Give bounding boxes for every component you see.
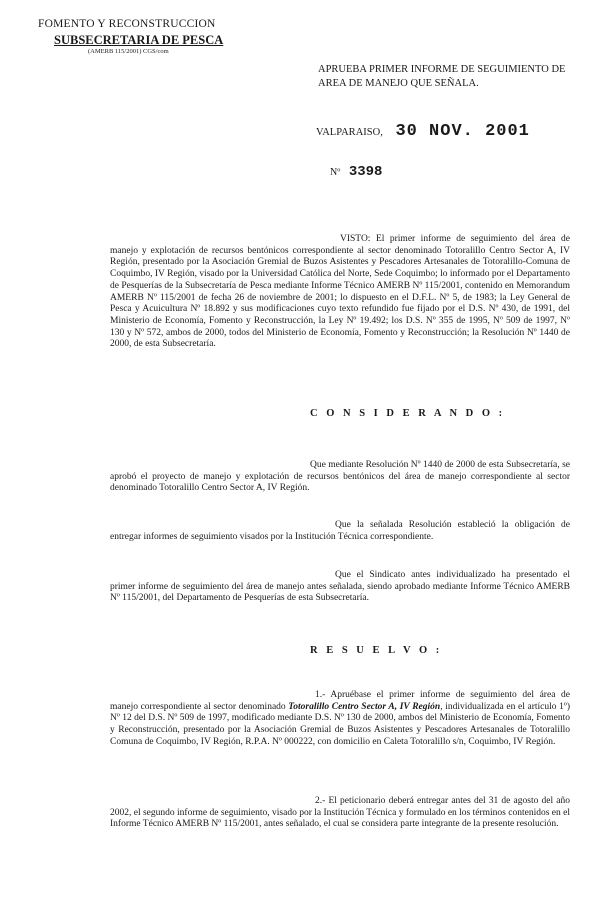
resolution-number-line bbox=[330, 164, 382, 180]
date-stamp: 30 NOV. 2001 bbox=[395, 122, 530, 141]
letterhead-ministry: FOMENTO Y RECONSTRUCCION bbox=[38, 18, 216, 30]
resolution-number: 3398 bbox=[348, 164, 383, 180]
resuelvo-item-1: 1.- Apruébase el primer informe de seguimiento del área de manejo correspondiente al sector denominado Totoralillo Centro Sector A, IV Región, individualizada en el artículo 1º) Nº 12 del D.S. Nº 509 de 1997, modificado mediante D.S. Nº 130 de 2000, ambos del Ministerio de Economía, Fomento y Reconstrucción, presentado por la Asociación Gremial de Buzos Asistentes y Pescadores Artesanales de Totoralillo Comuna de Coquimbo, IV Región, R.P.A. Nº 000222, con domicilio en Caleta Totoralillo s/n, Coquimbo, IV Región. bbox=[110, 690, 570, 747]
number-prefix: Nº bbox=[330, 167, 341, 178]
place-date-line bbox=[316, 122, 530, 141]
place: VALPARAISO, bbox=[316, 127, 383, 138]
considerando-p3: Que el Sindicato antes individualizado ha presentado el primer informe de seguimiento del área de manejo antes señalada, siendo aprobado mediante Informe Técnico AMERB Nº 115/2001, del Departamento de Pesquerías de esta Subsecretaría. bbox=[110, 570, 570, 604]
resuelvo-item-1-emphasis: Totoralillo Centro Sector A, IV Región bbox=[288, 701, 441, 712]
resolution-title: APRUEBA PRIMER INFORME DE SEGUIMIENTO DE AREA DE MANEJO QUE SEÑALA. bbox=[318, 64, 566, 89]
visto-text: El primer informe de seguimiento del área de manejo y explotación de recursos bentónicos correspondiente al sector denominado Totoralillo Centro Sector A, IV Región, presentado por la Asociación Gremial de Buzos Asistentes y Pescadores Artesanales de Totoralillo-Comuna de Coquimbo, IV Región, visado por la Universidad Católica del Norte, Sede Coquimbo; lo informado por el Departamento de Pesquerías de la Subsecretaría de Pesca mediante Informe Técnico AMERB Nº 115/2001, contenido en Memorandum AMERB Nº 115/2001 de fecha 26 de noviembre de 2001; lo dispuesto en el D.F.L. Nº 5, de 1983; la Ley General de Pesca y Acuicultura Nº 18.892 y sus modificaciones cuyo texto refundido fue fijado por el D.S. Nº 430, de 1991, del Ministerio de Economía, Fomento y Reconstrucción, la Ley Nº 19.492; los D.S. Nº 355 de 1995, Nº 509 de 1997, Nº 130 y Nº 572, ambos de 2000, todos del Ministerio de Economía, Fomento y Reconstrucción; la Resolución Nº 1440 de 2000, de esta Subsecretaría. bbox=[110, 234, 570, 350]
visto-paragraph bbox=[110, 234, 570, 351]
considerando-heading: C O N S I D E R A N D O : bbox=[310, 408, 506, 419]
resuelvo-heading: R E S U E L V O : bbox=[310, 645, 443, 656]
letterhead-subsecretaria: SUBSECRETARIA DE PESCA bbox=[54, 33, 224, 47]
considerando-p1: Que mediante Resolución Nº 1440 de 2000 de esta Subsecretaría, se aprobó el proyecto de manejo y explotación de recursos bentónicos del área de manejo correspondiente al sector denominado Totoralillo Centro Sector A, IV Región. bbox=[110, 460, 570, 494]
letterhead-reference: (AMERB 115/2001) CGS/com bbox=[88, 48, 169, 55]
considerando-p2: Que la señalada Resolución estableció la obligación de entregar informes de seguimiento visados por la Institución Técnica correspondiente. bbox=[110, 520, 570, 542]
resuelvo-item-2: 2.- El peticionario deberá entregar antes del 31 de agosto del año 2002, el segundo informe de seguimiento, visado por la Institución Técnica y formulado en los términos contenidos en el Informe Técnico AMERB Nº 115/2001, antes señalado, el cual se considera parte integrante de la presente resolución. bbox=[110, 796, 570, 830]
visto-lead: VISTO: bbox=[340, 234, 371, 244]
